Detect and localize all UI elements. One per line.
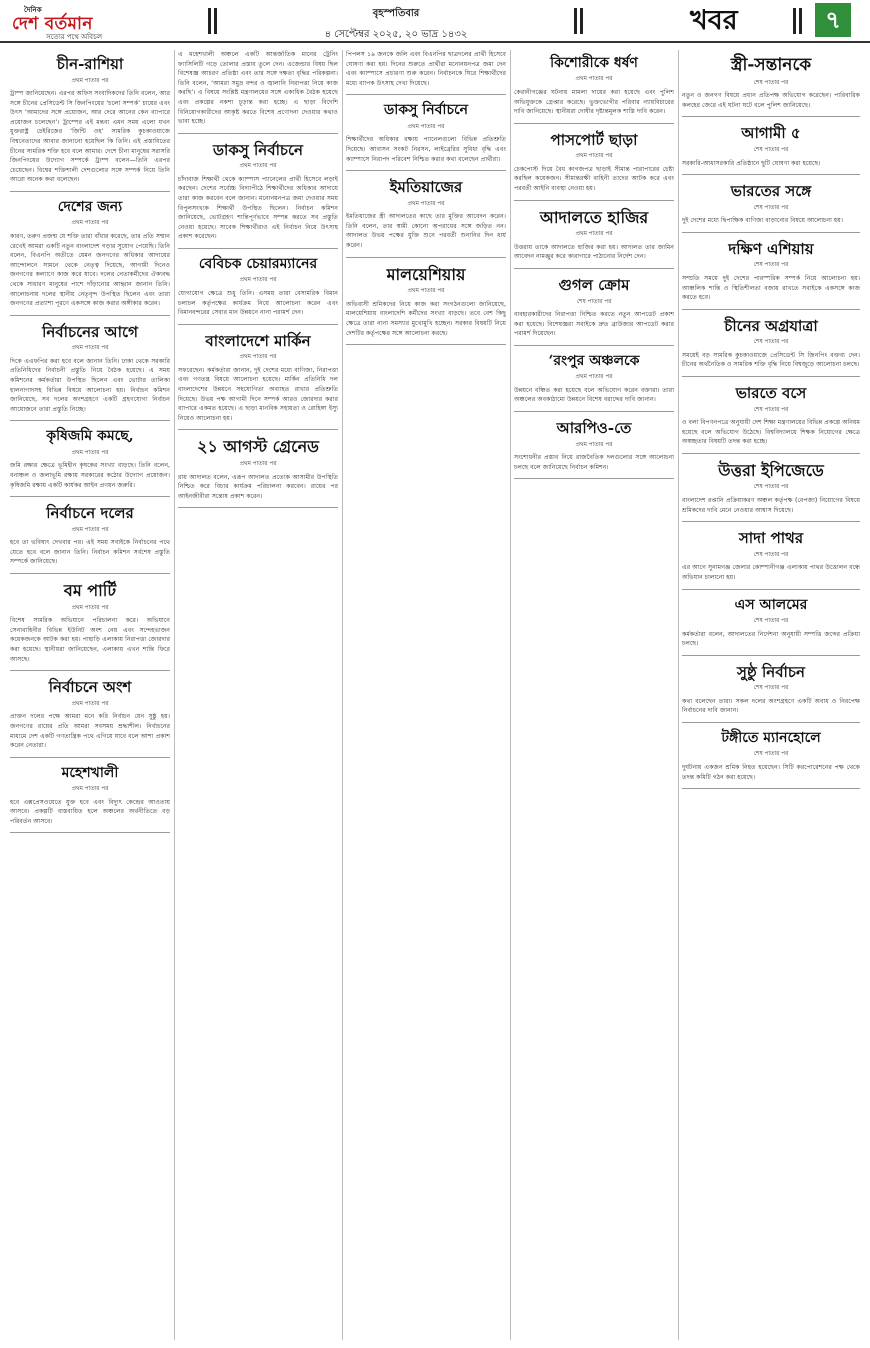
news-story (346, 103, 506, 171)
column-2 (178, 50, 338, 1340)
story-separator (514, 200, 674, 201)
story-headline[interactable]: ডাকসু নির্বাচনে (212, 140, 304, 159)
news-story (682, 731, 860, 789)
story-separator (514, 478, 674, 479)
story-continued-label: শেষ পাতার পর (753, 484, 789, 491)
masthead-divider (214, 8, 217, 34)
story-headline[interactable]: চীনের অগ্রযাত্রা (724, 316, 818, 335)
story-continued-label: শেষ পাতার পর (753, 551, 789, 558)
story-separator (10, 315, 170, 316)
story-continued-label: শেষ পাতার পর (576, 298, 612, 305)
news-story (10, 766, 170, 834)
story-separator (346, 344, 506, 345)
story-body: কথা বলেছেন তারা। সকল দলের অংশগ্রহণে একটি অবাধ ও নিরপেক্ষ নির্বাচনের দাবি জানান। (682, 697, 860, 715)
dateline-day: বৃহস্পতিবার (372, 8, 420, 19)
story-continued-label: প্রথম পাতার পর (71, 786, 109, 793)
story-body: ব্যবহারকারীদের নিরাপত্তা নিশ্চিত করতে নতুন আপডেট প্রকাশ করা হয়েছে। বিশেষজ্ঞরা সবাইকে দ্রুত ব্রাউজার আপডেট করার পরামর্শ দিয়েছেন। (514, 311, 674, 338)
story-separator (10, 832, 170, 833)
story-headline[interactable]: স্ত্রী-সন্তানকে (730, 55, 812, 75)
masthead (0, 0, 870, 40)
news-story (514, 354, 674, 412)
news-story (178, 50, 338, 134)
newspaper-logo[interactable] (10, 4, 160, 41)
news-story (10, 56, 170, 192)
story-continued-label: শেষ পাতার পর (753, 262, 789, 269)
story-continued-label: শেষ পাতার পর (753, 751, 789, 758)
story-headline[interactable]: আগামী ৫ (741, 124, 801, 143)
news-story (514, 132, 674, 201)
story-separator (682, 232, 860, 233)
story-continued-label: প্রথম পাতার পর (239, 163, 277, 170)
story-headline[interactable]: কিশোরীকে ধর্ষণ (550, 55, 638, 71)
story-headline[interactable]: দক্ষিণ এশিয়ায় (728, 239, 814, 258)
logo-tagline: সত্যের পথে অবিচল (46, 33, 103, 41)
column-4 (514, 50, 674, 1340)
news-story (10, 324, 170, 422)
story-headline[interactable]: ভারতের সঙ্গে (730, 182, 812, 201)
story-continued-label: শেষ পাতার পর (753, 685, 789, 692)
news-story (682, 530, 860, 589)
masthead-divider (793, 8, 796, 34)
column-1 (10, 50, 170, 1340)
story-body: প্রাক্তন দলের পক্ষে আমরা মনে করি নির্বাচন যেন সুষ্ঠু হয়। জনগণের রায়ের প্রতি আমরা সবসময় শ্রদ্ধাশীল। নির্বাচনের মাধ্যমে দেশ একটি গণতান্ত্রিক পথে এগিয়ে যাবে বলে আশা প্রকাশ করেন নেতারা। (10, 713, 170, 750)
story-headline[interactable]: নির্বাচনে অংশ (48, 678, 132, 697)
story-headline[interactable]: ইমতিয়াজের (389, 178, 463, 197)
story-separator (682, 788, 860, 789)
column-divider (342, 50, 343, 1340)
masthead-divider (799, 8, 802, 34)
news-story (514, 420, 674, 479)
news-story (514, 56, 674, 124)
news-story (682, 56, 860, 117)
story-headline[interactable]: উত্তরা ইপিজেডে (718, 460, 824, 480)
story-continued-label: শেষ পাতার পর (753, 617, 789, 624)
story-separator (178, 429, 338, 430)
story-continued-label: প্রথম পাতার পর (575, 231, 613, 238)
news-story (178, 333, 338, 431)
story-continued-label: প্রথম পাতার পর (71, 526, 109, 533)
news-story (682, 664, 860, 723)
story-continued-label: প্রথম পাতার পর (239, 354, 277, 361)
story-body: শিক্ষার্থীদের অধিকার রক্ষায় প্যানেলগুলো বিভিন্ন প্রতিশ্রুতি দিয়েছে। আবাসন সংকট নিরসন, লাইব্রেরির সুবিধা বৃদ্ধি এবং ক্যাম্পাসে নিরাপদ পরিবেশ নিশ্চিত করার কথা বলেছেন প্রার্থীরা। (346, 136, 506, 163)
story-body: যোগাযোগ ক্ষেত্রে শুধু তিনি। এসময় তারা বেসামরিক বিমান চলাচল কর্তৃপক্ষের কার্যক্রম নিয়ে আলোচনা করেন এবং বিমানবন্দরের সেবার মান উন্নয়নে নানা পরামর্শ দেন। (178, 289, 338, 317)
story-continued-label: প্রথম পাতার পর (71, 220, 109, 227)
story-separator (682, 174, 860, 175)
news-story (682, 385, 860, 454)
news-story (346, 179, 506, 257)
story-continued-label: প্রথম পাতার পর (575, 374, 613, 381)
news-story (346, 50, 506, 95)
column-3 (346, 50, 506, 1340)
news-story (178, 142, 338, 249)
story-body: চাঁদাবাজ শিক্ষার্থী থেকে ক্যাম্পাস প্যানেলের প্রার্থী হিসেবে লড়াই করছেন। দেশের সর্বোচ্চ বিদ্যাপীঠে শিক্ষার্থীদের অধিকার আদায়ে তারা কাজ করবেন বলে জানান। মনোনয়নপত্র জমা দেওয়ার সময় বিপুলসংখ্যক শিক্ষার্থী উপস্থিত ছিলেন। নির্বাচন কমিশন জানিয়েছে, ভোটগ্রহণ শান্তিপূর্ণভাবে সম্পন্ন করতে সব প্রস্তুতি নেওয়া হয়েছে। সাবেক শিক্ষার্থীরাও এই নির্বাচন নিয়ে উৎসাহ প্রকাশ করেছেন। (178, 175, 338, 241)
dateline-date: ৪ সেপ্টেম্বর ২০২৫, ২০ ভাদ্র ১৪৩২ (324, 29, 468, 40)
story-separator (514, 268, 674, 269)
story-separator (682, 116, 860, 117)
story-body: বাংলাদেশ রপ্তানি প্রক্রিয়াকরণ অঞ্চল কর্তৃপক্ষ (বেপজা) নিয়োগের বিষয়ে শ্রমিকদের দাবি মেনে নেওয়ার আশ্বাস দিয়েছে। (682, 497, 860, 514)
story-separator (178, 324, 338, 325)
story-body: কারণ, তরুণ প্রজন্ম যে শক্তি তারা বাঁধার করেছে, তার প্রতি সম্মান রেখেই আমরা একটি নতুন বাংলাদেশ গড়ার সুযোগ পেয়েছি। তিনি বলেন, বিএনপি অতীতে যেমন জনগণের অধিকার আদায়ের আন্দোলনে সামনে থেকে নেতৃত্ব দিয়েছে, আগামী দিনেও জনগণের কল্যাণে কাজ করে যাবে। দলের নেতাকর্মীদের ঐক্যবদ্ধ থেকে সাধারণ মানুষের পাশে দাঁড়ানোর আহ্বান জানান তিনি। আলোচনায় দলের স্থানীয় নেতৃবৃন্দ উপস্থিত ছিলেন এবং তারা জনগণের প্রত্যাশা পূরণে একসঙ্গে কাজ করার অঙ্গীকার করেন। (10, 233, 170, 308)
story-separator (10, 191, 170, 192)
story-body: দুর্ঘটনায় একজন শ্রমিক নিহত হয়েছেন। সিটি করপোরেশনের পক্ষ থেকে তদন্ত কমিটি গঠন করা হয়েছে। (682, 763, 860, 781)
news-story (10, 429, 170, 497)
story-body: ট্রাম্প জানিয়েছেন। এরপর অফিস সংবাদিকদের তিনি বলেন, আর সঙ্গে চীনের প্রেসিডেন্ট সি জিনপিংয়ের ‘চলো সম্পর্ক’ চায়ের এবং উৎস ‘আমাদের সঙ্গে প্রয়োজন, আর দেরে আনের কেন ব্যাপারে প্রয়োজন চলেছেন’। ট্রাম্পের এই মন্তব্য এমন সময় এলো যখন যুক্তরাষ্ট্র চেইরিজের ‘জিন্টি ওহ’ সামরিক কুচকাওয়াজে বিশ্বনেতাদের আবার জানানো হয়েছিল কি তিনি। এই প্রস্তাবিতের চীনের সামরিক শক্তি হবে বলে আমার। দেশে চীনা মানুষের সরাসরি জিনপিংয়ের উদ্যোগ সম্পর্কে ট্রাম্প বলেন—তিনি এরপর চেয়েছেন। বিশ্বের শক্তিশালী দেশগুলোর সঙ্গে সম্পর্ক নিয়ে তিনি আরো অনেক কথা বলেছেন। (10, 90, 170, 184)
story-body: সময়েই বড় সামরিক কুচকাওয়াজে প্রেসিডেন্ট সি জিনপিং বক্তব্য দেন। চীনের অর্থনৈতিক ও সামরিক শক্তি বৃদ্ধি নিয়ে বিশ্বজুড়ে আলোচনা চলছে। (682, 351, 860, 369)
story-continued-label: প্রথম পাতার পর (239, 461, 277, 468)
story-headline[interactable]: আরপিও-তে (556, 419, 632, 438)
story-separator (10, 757, 170, 758)
story-continued-label: প্রথম পাতার পর (575, 441, 613, 448)
story-separator (178, 507, 338, 508)
story-body: হবে তা ভবিষ্যৎ দেখবার পর। এই সময় সবাইকে নির্বাচনের পথে যেতে হবে বলে জানান তিনি। নির্বাচন কমিশন সর্বশেষ প্রস্তুতি সম্পর্কে জানিয়েছে। (10, 539, 170, 566)
story-headline[interactable]: বেবিচক চেয়ারম্যানের (198, 256, 318, 272)
story-body: দুই দেশের মধ্যে দ্বিপাক্ষিক বাণিজ্য বাড়ানোর বিষয়ে আলোচনা হয়। (682, 217, 843, 225)
story-separator (514, 411, 674, 412)
story-separator (682, 521, 860, 522)
story-separator (10, 670, 170, 671)
story-continued-label: শেষ পাতার পর (753, 204, 789, 211)
story-body: চেকপোস্ট দিয়ে বৈধ কাগজপত্র ছাড়াই সীমান্ত পারাপারের চেষ্টা করছিল কয়েকজন। সীমান্তরক্ষী বাহিনী তাদের আটক করে এবং পরবর্তী আইনি ব্যবস্থা নেওয়া হয়। (514, 165, 674, 193)
story-continued-label: প্রথম পাতার পর (71, 77, 109, 84)
news-story (346, 266, 506, 346)
story-separator (346, 94, 506, 95)
story-headline[interactable]: বম পার্টি (63, 581, 117, 601)
page-number: ৭ (815, 3, 851, 37)
story-headline[interactable]: ‘রংপুর অঞ্চলকে (548, 352, 640, 369)
story-body: দিকে এএফপির করা হবে বলে জানান তিনি। ঢাকা থেকে সরকারি প্রতিনিধিদের নির্বাচনী প্রস্তুতি নিয়ে বৈঠক হয়েছে। এ সময় কমিশনের কর্মকর্তারা উপস্থিত ছিলেন এবং ভোটার তালিকা হালনাগাদসহ বিভিন্ন বিষয়ে আলোচনা হয়। নির্বাচন কমিশন জানিয়েছে, সব দলের অংশগ্রহণে একটি গ্রহণযোগ্য নির্বাচন আয়োজনে তারা প্রস্তুতি নিচ্ছে। (10, 357, 170, 413)
story-body: সম্প্রতি সময়ে দুই দেশের পারস্পরিক সম্পর্ক নিয়ে আলোচনা হয়। আঞ্চলিক শান্তি ও স্থিতিশীলতা বজায় রাখতে সবাইকে একসঙ্গে কাজ করতে হবে। (682, 274, 860, 302)
story-headline[interactable]: বাংলাদেশে মার্কিন (205, 331, 311, 350)
story-separator (10, 496, 170, 497)
story-body: সংশোধনীর প্রস্তাব নিয়ে রাজনৈতিক দলগুলোর সঙ্গে আলোচনা চলছে বলে জানিয়েছে নির্বাচন কমিশন। (514, 454, 674, 471)
story-separator (178, 133, 338, 134)
story-separator (682, 589, 860, 590)
story-body: জমি রক্ষার ক্ষেত্রে ভূমিহীন কৃষকের সংখ্যা বাড়ছে। তিনি বলেন, বনাঞ্চল ও জলাভূমি রক্ষায় সরকারের কঠোর উদ্যোগ প্রয়োজন। কৃষিজমি রক্ষায় একটি কার্যকর আইন প্রণয়ন জরুরি। (10, 462, 170, 489)
story-headline[interactable]: পাসপোর্ট ছাড়া (550, 130, 638, 149)
story-continued-label: শেষ পাতার পর (753, 339, 789, 346)
story-continued-label: প্রথম পাতার পর (407, 200, 445, 207)
story-separator (682, 376, 860, 377)
masthead-rule (0, 41, 870, 43)
story-separator (682, 309, 860, 310)
story-continued-label: প্রথম পাতার পর (71, 449, 109, 456)
story-separator (178, 248, 338, 249)
story-continued-label: প্রথম পাতার পর (239, 277, 277, 284)
story-separator (682, 453, 860, 454)
story-continued-label: প্রথম পাতার পর (575, 76, 613, 83)
column-5 (682, 50, 860, 1340)
story-body: পিপলস ১৯ জনকে জলি এবং বিএনপির ছাত্রদলের প্রার্থী হিসেবে ঘোষণা করা হয়। দিনের শুরুতে প্রার্থীরা মনোনয়নপত্র জমা দেন এবং ক্যাম্পাসে প্রচারণা শুরু করেন। নির্বাচনকে ঘিরে শিক্ষার্থীদের মধ্যে ব্যাপক উৎসাহ দেখা দিয়েছে। (346, 51, 506, 87)
story-body: রায় আদালত বলেন, এরূপ আদালত প্রত্যেক আসামীর উপস্থিতি নিশ্চিত করে বিচার কার্যক্রম পরিচালনা করবেন। রায়ের পর আইনজীবীরা সন্তোষ প্রকাশ করেন। (178, 473, 338, 500)
story-body: হবে এক্সপ্রেসওয়েতে যুক্ত হবে এবং বিদ্যুৎ কেন্দ্রের আওতায় আসবে। প্রকল্পটি বাস্তবায়িত হলে অঞ্চলের অর্থনীতিতে বড় পরিবর্তন আসবে। (10, 798, 170, 825)
story-headline[interactable]: গুগল ক্রোম (558, 276, 630, 295)
story-body: কর্মকর্তারা বলেন, আদালতের নির্দেশনা অনুযায়ী সম্পত্তি জব্দের প্রক্রিয়া চলছে। (682, 630, 860, 648)
news-story (10, 582, 170, 671)
dateline (236, 6, 556, 44)
story-body: এ মহেশখালী অঞ্চলে একটি আন্তর্জাতিক মানের ট্রেনিং ফ্যাসিলিটি গড়ে তোলার প্রস্তাব তুলে দেন। এজেন্ডার বিষয় ছিল বিশেষজ্ঞ আচরণ প্রতিষ্ঠা এবং তার সঙ্গে দক্ষতা বৃদ্ধির পরিকল্পনা। তিনি বলেন, ‘আমরা সমুদ্র বন্দর ও জ্বালানি নিরাপত্তা নিয়ে কাজ করছি’। এ বিষয়ে সংশ্লিষ্ট মন্ত্রণালয়ের সঙ্গে একাধিক বৈঠক হয়েছে এবং প্রকল্পের নকশা চূড়ান্ত করা হচ্ছে। এ ছাড়া বিদেশি বিনিয়োগকারীদের আকৃষ্ট করতে বিশেষ প্রণোদনা দেওয়ার কথাও ভাবা হচ্ছে। (178, 51, 338, 126)
story-separator (514, 123, 674, 124)
story-headline[interactable]: সুষ্ঠু নির্বাচন (737, 662, 805, 681)
story-body: কেরানীগঞ্জের ঘটনায় মামলা দায়ের করা হয়েছে এবং পুলিশ অভিযুক্তকে গ্রেপ্তার করেছে। ভুক্তভোগীর পরিবার ন্যায়বিচারের দাবি জানিয়েছে। স্থানীয়রা দোষীর দৃষ্টান্তমূলক শাস্তি দাবি করেন। (514, 88, 674, 116)
story-continued-label: শেষ পাতার পর (753, 146, 789, 153)
story-body: নতুন ও জনগণ বিষয়ে প্রধান প্রতিপক্ষ অভিযোগ করেছেন। পারিবারিক কলহের জেরে এই ঘটনা ঘটে বলে পুলিশ জানিয়েছে। (682, 92, 860, 109)
story-headline[interactable]: ভারতে বসে (735, 384, 807, 402)
story-headline[interactable]: মালয়েশিয়ায় (386, 264, 466, 284)
story-headline[interactable]: এস আলমের (734, 596, 808, 613)
story-continued-label: প্রথম পাতার পর (407, 123, 445, 130)
logo-text: দেশ বর্তমান (12, 14, 93, 34)
news-story (682, 462, 860, 522)
news-story (514, 277, 674, 346)
news-story (178, 257, 338, 325)
story-body: উন্নয়নে বঞ্চিত করা হয়েছে বলে অভিযোগ করেন বক্তারা। তারা অঞ্চলের অবকাঠামো উন্নয়নে বিশেষ বরাদ্দের দাবি জানান। (514, 386, 674, 404)
masthead-divider (574, 8, 577, 34)
story-body: উত্তরায় তাকে আদালতে হাজির করা হয়। আদালত তার জামিন আবেদন নামঞ্জুর করে কারাগারে পাঠানোর নির্দেশ দেন। (514, 243, 674, 261)
news-story (682, 598, 860, 656)
story-body: এর আগে সুনামগঞ্জ জেলার কোম্পানীগঞ্জ এলাকায় পাথর উত্তোলন বন্ধে অভিযান চালানো হয়। (682, 564, 860, 581)
story-headline[interactable]: ২১ আগস্ট গ্রেনেড (197, 437, 319, 457)
logo-small-text: দৈনিক (24, 6, 42, 14)
story-continued-label: শেষ পাতার পর (753, 406, 789, 413)
story-headline[interactable]: আদালতে হাজির (539, 207, 649, 227)
masthead-divider (580, 8, 583, 34)
section-title: খবর (690, 5, 738, 36)
story-headline[interactable]: টঙ্গীতে ম্যানহোলে (721, 729, 821, 746)
news-story (682, 318, 860, 377)
column-divider (510, 50, 511, 1340)
story-continued-label: শেষ পাতার পর (753, 79, 789, 86)
story-body: সরকারি-আধাসরকারি প্রতিষ্ঠানে ছুটি ঘোষণা করা হয়েছে। (682, 159, 821, 167)
story-separator (346, 257, 506, 258)
story-continued-label: প্রথম পাতার পর (575, 153, 613, 160)
story-separator (682, 722, 860, 723)
story-continued-label: প্রথম পাতার পর (71, 700, 109, 707)
news-story (178, 438, 338, 508)
column-divider (174, 50, 175, 1340)
story-headline[interactable]: চীন-রাশিয়া (56, 55, 124, 73)
story-body: বিশেষ সামরিক অভিযানে পরিচালনা করে। অভিযানে সেনাবাহিনীর বিভিন্ন ইউনিট অংশ নেয় এবং সন্দেহভাজন কয়েকজনকে আটক করা হয়। পাহাড়ি এলাকায় নিরাপত্তা জোরদার করা হয়েছে। স্থানীয়রা জানিয়েছেন, এলাকায় এখন শান্তি ফিরে আসছে। (10, 617, 170, 663)
story-continued-label: প্রথম পাতার পর (71, 345, 109, 352)
story-headline[interactable]: কৃষিজমি কমছে, (46, 428, 134, 445)
column-divider (678, 50, 679, 1340)
story-separator (682, 655, 860, 656)
story-separator (10, 420, 170, 421)
story-continued-label: প্রথম পাতার পর (407, 288, 445, 295)
story-headline[interactable]: ডাকসু নির্বাচনে (383, 102, 469, 119)
news-story (10, 505, 170, 574)
story-body: সফরেছেন। কর্মকর্তারা জানান, দুই দেশের মধ্যে বাণিজ্য, নিরাপত্তা এবং গণতন্ত্র বিষয়ে আলোচনা হয়েছে। মার্কিন প্রতিনিধি দল বাংলাদেশের উন্নয়নে সহযোগিতা অব্যাহত রাখার প্রতিশ্রুতি দিয়েছে। উভয় পক্ষ আগামী দিনে সম্পর্ক আরও জোরদার করার ব্যাপারে একমত হয়েছে। এ ছাড়া মানবিক সহায়তা ও রোহিঙ্গা ইস্যু নিয়েও আলোচনা হয়। (178, 366, 338, 422)
story-headline[interactable]: মহেশখালী (61, 764, 119, 781)
story-headline[interactable]: দেশের জন্য (57, 199, 123, 216)
story-body: অভিবাসী শ্রমিকদের নিয়ে কাজ করা সংগঠনগুলো জানিয়েছে, মালয়েশিয়ায় বাংলাদেশি কর্মীদের সংখ্যা বাড়ছে। তবে বেশ কিছু ক্ষেত্রে তারা নানা সমস্যার মুখোমুখি হচ্ছেন। সরকার বিষয়টি নিয়ে দেশটির কর্তৃপক্ষের সঙ্গে আলোচনা করছে। (346, 300, 506, 337)
news-story (10, 679, 170, 757)
story-headline[interactable]: নির্বাচনে দলের (46, 504, 134, 523)
story-separator (10, 573, 170, 574)
story-headline[interactable]: নির্বাচনের আগে (42, 322, 138, 341)
news-story (682, 125, 860, 175)
masthead-divider (208, 8, 211, 34)
story-separator (514, 345, 674, 346)
story-body: ইমতিয়াজের স্ত্রী আদালতের কাছে তার মুক্তির আবেদন করেন। তিনি বলেন, তার স্বামী কোনো অপরাধের সঙ্গে জড়িত নন। আদালত উভয় পক্ষের যুক্তি শুনে পরবর্তী শুনানির দিন ধার্য করেন। (346, 213, 506, 250)
story-headline[interactable]: সাদা পাথর (738, 529, 804, 548)
news-story (10, 200, 170, 316)
story-continued-label: প্রথম পাতার পর (71, 604, 109, 611)
story-separator (346, 170, 506, 171)
story-body: ও বলা বিপণনপত্রে অনুযায়ী দেশ শিক্ষা মন্ত্রণালয়ের বিভিন্ন প্রকল্পে অনিয়ম হয়েছে বলে অভিযোগ উঠেছে। বিশ্ববিদ্যালয়ে শিক্ষক নিয়োগের ক্ষেত্রে অস্বচ্ছতার বিষয়টি তদন্ত করা হচ্ছে। (682, 419, 860, 446)
news-story (682, 183, 860, 233)
news-story (514, 209, 674, 269)
news-story (682, 241, 860, 310)
